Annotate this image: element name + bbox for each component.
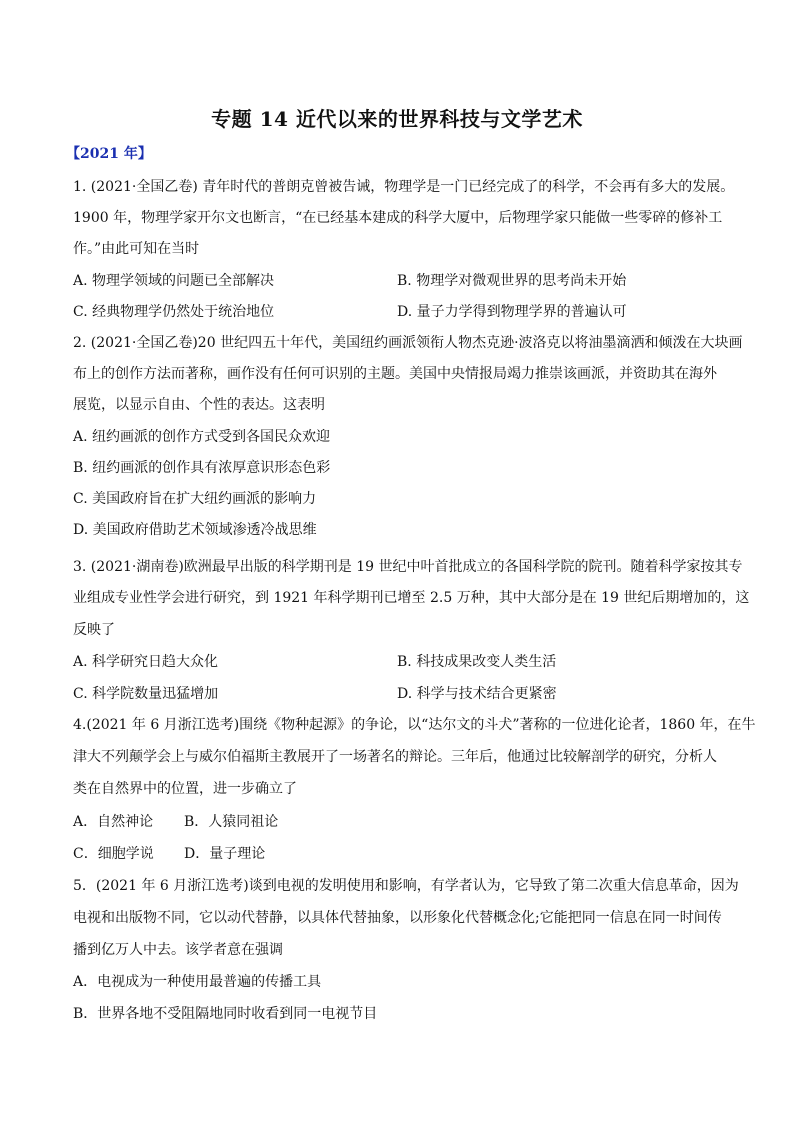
question-4-option-a: A．自然神论 [73, 814, 154, 830]
question-2-option-d: D. 美国政府借助艺术领域渗透冷战思维 [73, 522, 317, 538]
question-3-option-d: D. 科学与技术结合更紧密 [397, 686, 557, 702]
question-1-option-a: A. 物理学领域的问题已全部解决 [73, 273, 275, 289]
question-3-line-2: 业组成专业性学会进行研究，到 1921 年科学期刊已增至 2.5 万种，其中大部分是在 19 世纪后期增加的，这 [73, 590, 750, 606]
question-5-option-b: B．世界各地不受阻隔地同时收看到同一电视节目 [73, 1006, 378, 1022]
question-2-line-1: 2. (2021·全国乙卷)20 世纪四五十年代，美国纽约画派领衔人物杰克逊·波洛克以将油墨滴洒和倾泼在大块画 [73, 335, 743, 351]
question-5-line-2: 电视和出版物不同，它以动代替静，以具体代替抽象，以形象化代替概念化;它能把同一信息在同一时间传 [73, 910, 722, 926]
question-4-option-b: B．人猿同祖论 [184, 814, 279, 830]
question-3-option-b: B. 科技成果改变人类生活 [397, 654, 557, 670]
question-5-option-a: A．电视成为一种使用最普遍的传播工具 [73, 974, 322, 990]
question-4-line-2: 津大不列颠学会上与威尔伯福斯主教展开了一场著名的辩论。三年后，他通过比较解剖学的研究，分析人 [73, 749, 717, 765]
question-3-option-a: A. 科学研究日趋大众化 [73, 654, 219, 670]
question-2-option-c: C. 美国政府旨在扩大纽约画派的影响力 [73, 491, 317, 507]
question-4-line-1: 4.(2021 年 6 月浙江选考)围绕《物种起源》的争论，以“达尔文的斗犬”著称的一位进化论者，1860 年，在牛 [73, 717, 756, 733]
question-4-line-3: 类在自然界中的位置，进一步确立了 [73, 781, 297, 797]
question-1-option-c: C. 经典物理学仍然处于统治地位 [73, 304, 275, 320]
question-2-line-2: 布上的创作方法而著称，画作没有任何可识别的主题。美国中央情报局竭力推崇该画派，并资助其在海外 [73, 366, 717, 382]
question-2-line-3: 展览，以显示自由、个性的表达。这表明 [73, 397, 325, 413]
question-1-line-1: 1. (2021·全国乙卷) 青年时代的普朗克曾被告诫，物理学是一门已经完成了的科学，不会再有多大的发展。 [73, 179, 735, 195]
question-1-line-2: 1900 年，物理学家开尔文也断言，“在已经基本建成的科学大厦中，后物理学家只能做一些零碎的修补工 [73, 210, 723, 226]
question-3-line-1: 3. (2021·湖南卷)欧洲最早出版的科学期刊是 19 世纪中叶首批成立的各国科学院的院刊。随着科学家按其专 [73, 559, 743, 575]
question-3-option-c: C. 科学院数量迅猛增加 [73, 686, 219, 702]
question-1-option-d: D. 量子力学得到物理学界的普遍认可 [397, 304, 627, 320]
question-4-option-c: C．细胞学说 [73, 846, 154, 862]
question-2-option-b: B. 纽约画派的创作具有浓厚意识形态色彩 [73, 460, 331, 476]
page-title: 专题 14 近代以来的世界科技与文学艺术 [211, 107, 583, 131]
question-1-line-3: 作。”由此可知在当时 [73, 241, 200, 257]
question-3-line-3: 反映了 [73, 622, 115, 638]
question-1-option-b: B. 物理学对微观世界的思考尚未开始 [397, 273, 627, 289]
question-5-line-1: 5．(2021 年 6 月浙江选考)谈到电视的发明使用和影响，有学者认为，它导致了第二次重大信息革命，因为 [73, 878, 739, 894]
question-2-option-a: A. 纽约画派的创作方式受到各国民众欢迎 [73, 429, 331, 445]
year-heading: 【2021 年】 [66, 146, 152, 162]
question-4-option-d: D．量子理论 [184, 846, 266, 862]
question-5-line-3: 播到亿万人中去。该学者意在强调 [73, 942, 283, 958]
